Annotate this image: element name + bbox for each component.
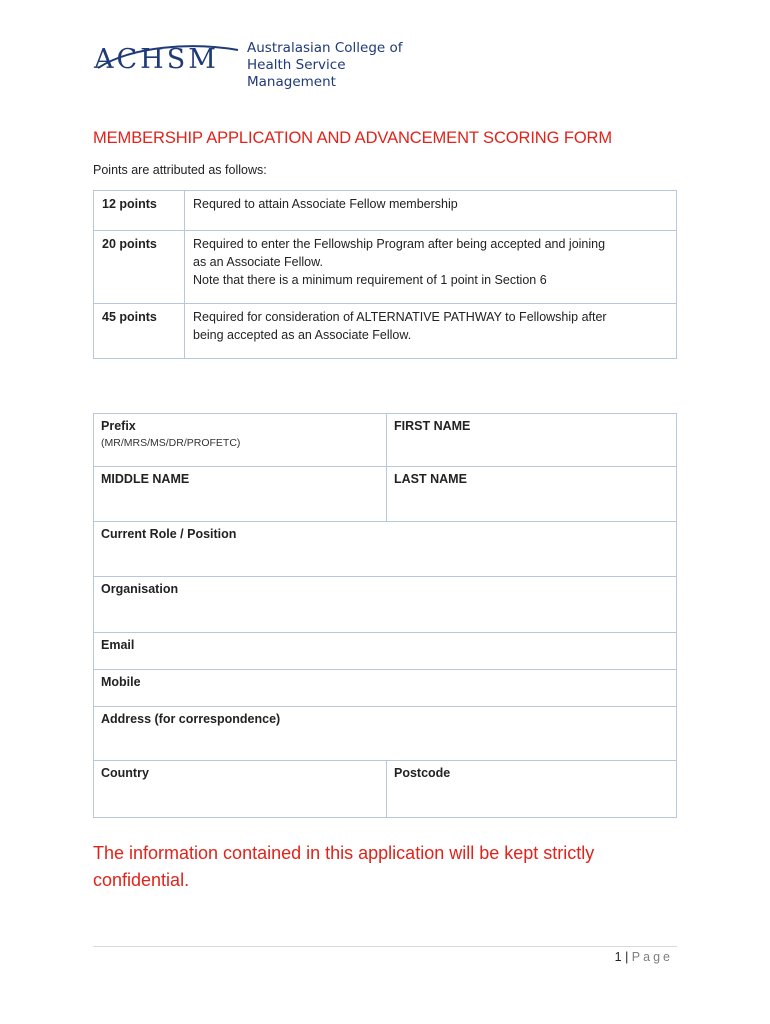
- form-row: [94, 522, 677, 577]
- table-row: [94, 231, 677, 304]
- logo-line-1: Australasian College of: [247, 40, 403, 56]
- footer-divider: [93, 946, 677, 947]
- first-name-label: FIRST NAME: [394, 419, 471, 433]
- points-table: [93, 190, 677, 359]
- postcode-field[interactable]: [387, 761, 677, 818]
- address-field[interactable]: [94, 707, 677, 761]
- achsm-logo-mark: [92, 36, 242, 82]
- prefix-hint: (MR/MRS/MS/DR/PROFETC): [101, 437, 241, 449]
- page-title: MEMBERSHIP APPLICATION AND ADVANCEMENT SCORING FORM: [93, 129, 613, 147]
- organisation-label: Organisation: [101, 582, 179, 596]
- form-row: [94, 670, 677, 707]
- country-label: Country: [101, 766, 149, 780]
- country-field[interactable]: [94, 761, 387, 818]
- page-number-separator: |: [625, 950, 629, 964]
- form-row: [94, 761, 677, 818]
- table-row: [94, 191, 677, 231]
- points-description: [185, 191, 677, 231]
- description-line: Note that there is a minimum requirement of 1 point in Section 6: [193, 273, 547, 287]
- achsm-logo: [92, 36, 432, 90]
- logo-line-2: Health Service Management: [247, 57, 346, 90]
- points-value: 20 points: [94, 231, 185, 304]
- points-value: 45 points: [94, 304, 185, 359]
- description-line: Required for consideration of ALTERNATIVE PATHWAY to Fellowship after: [193, 310, 607, 324]
- last-name-label: LAST NAME: [394, 472, 467, 486]
- applicant-details-form: [93, 413, 677, 818]
- email-label: Email: [101, 638, 135, 652]
- last-name-field[interactable]: [387, 467, 677, 522]
- page-number: [615, 950, 673, 964]
- confidentiality-notice: The information contained in this application will be kept strictly confidential.: [93, 843, 595, 890]
- form-row: [94, 707, 677, 761]
- description-line: being accepted as an Associate Fellow.: [193, 328, 412, 342]
- prefix-label: Prefix: [101, 419, 136, 433]
- points-description: [185, 304, 677, 359]
- email-field[interactable]: [94, 633, 677, 670]
- description-line: as an Associate Fellow.: [193, 255, 323, 269]
- logo-mark-text: ACHSM: [94, 44, 219, 75]
- form-row: [94, 414, 677, 467]
- first-name-field[interactable]: [387, 414, 677, 467]
- logo-wordmark: [247, 40, 432, 91]
- table-row: [94, 304, 677, 359]
- intro-text: Points are attributed as follows:: [93, 163, 267, 177]
- address-label: Address (for correspondence): [101, 712, 281, 726]
- page-number-value: 1: [614, 950, 622, 964]
- middle-name-label: MIDDLE NAME: [101, 472, 190, 486]
- current-role-field[interactable]: [94, 522, 677, 577]
- mobile-label: Mobile: [101, 675, 141, 689]
- form-row: [94, 577, 677, 633]
- points-description: [185, 231, 677, 304]
- organisation-field[interactable]: [94, 577, 677, 633]
- current-role-label: Current Role / Position: [101, 527, 237, 541]
- description-line: Required to enter the Fellowship Program after being accepted and joining: [193, 237, 606, 251]
- mobile-field[interactable]: [94, 670, 677, 707]
- prefix-field[interactable]: [94, 414, 387, 467]
- middle-name-field[interactable]: [94, 467, 387, 522]
- postcode-label: Postcode: [394, 766, 451, 780]
- form-row: [94, 467, 677, 522]
- page-word: Page: [631, 950, 673, 964]
- form-row: [94, 633, 677, 670]
- points-value: 12 points: [94, 191, 185, 231]
- description-line: Requred to attain Associate Fellow membership: [193, 197, 458, 211]
